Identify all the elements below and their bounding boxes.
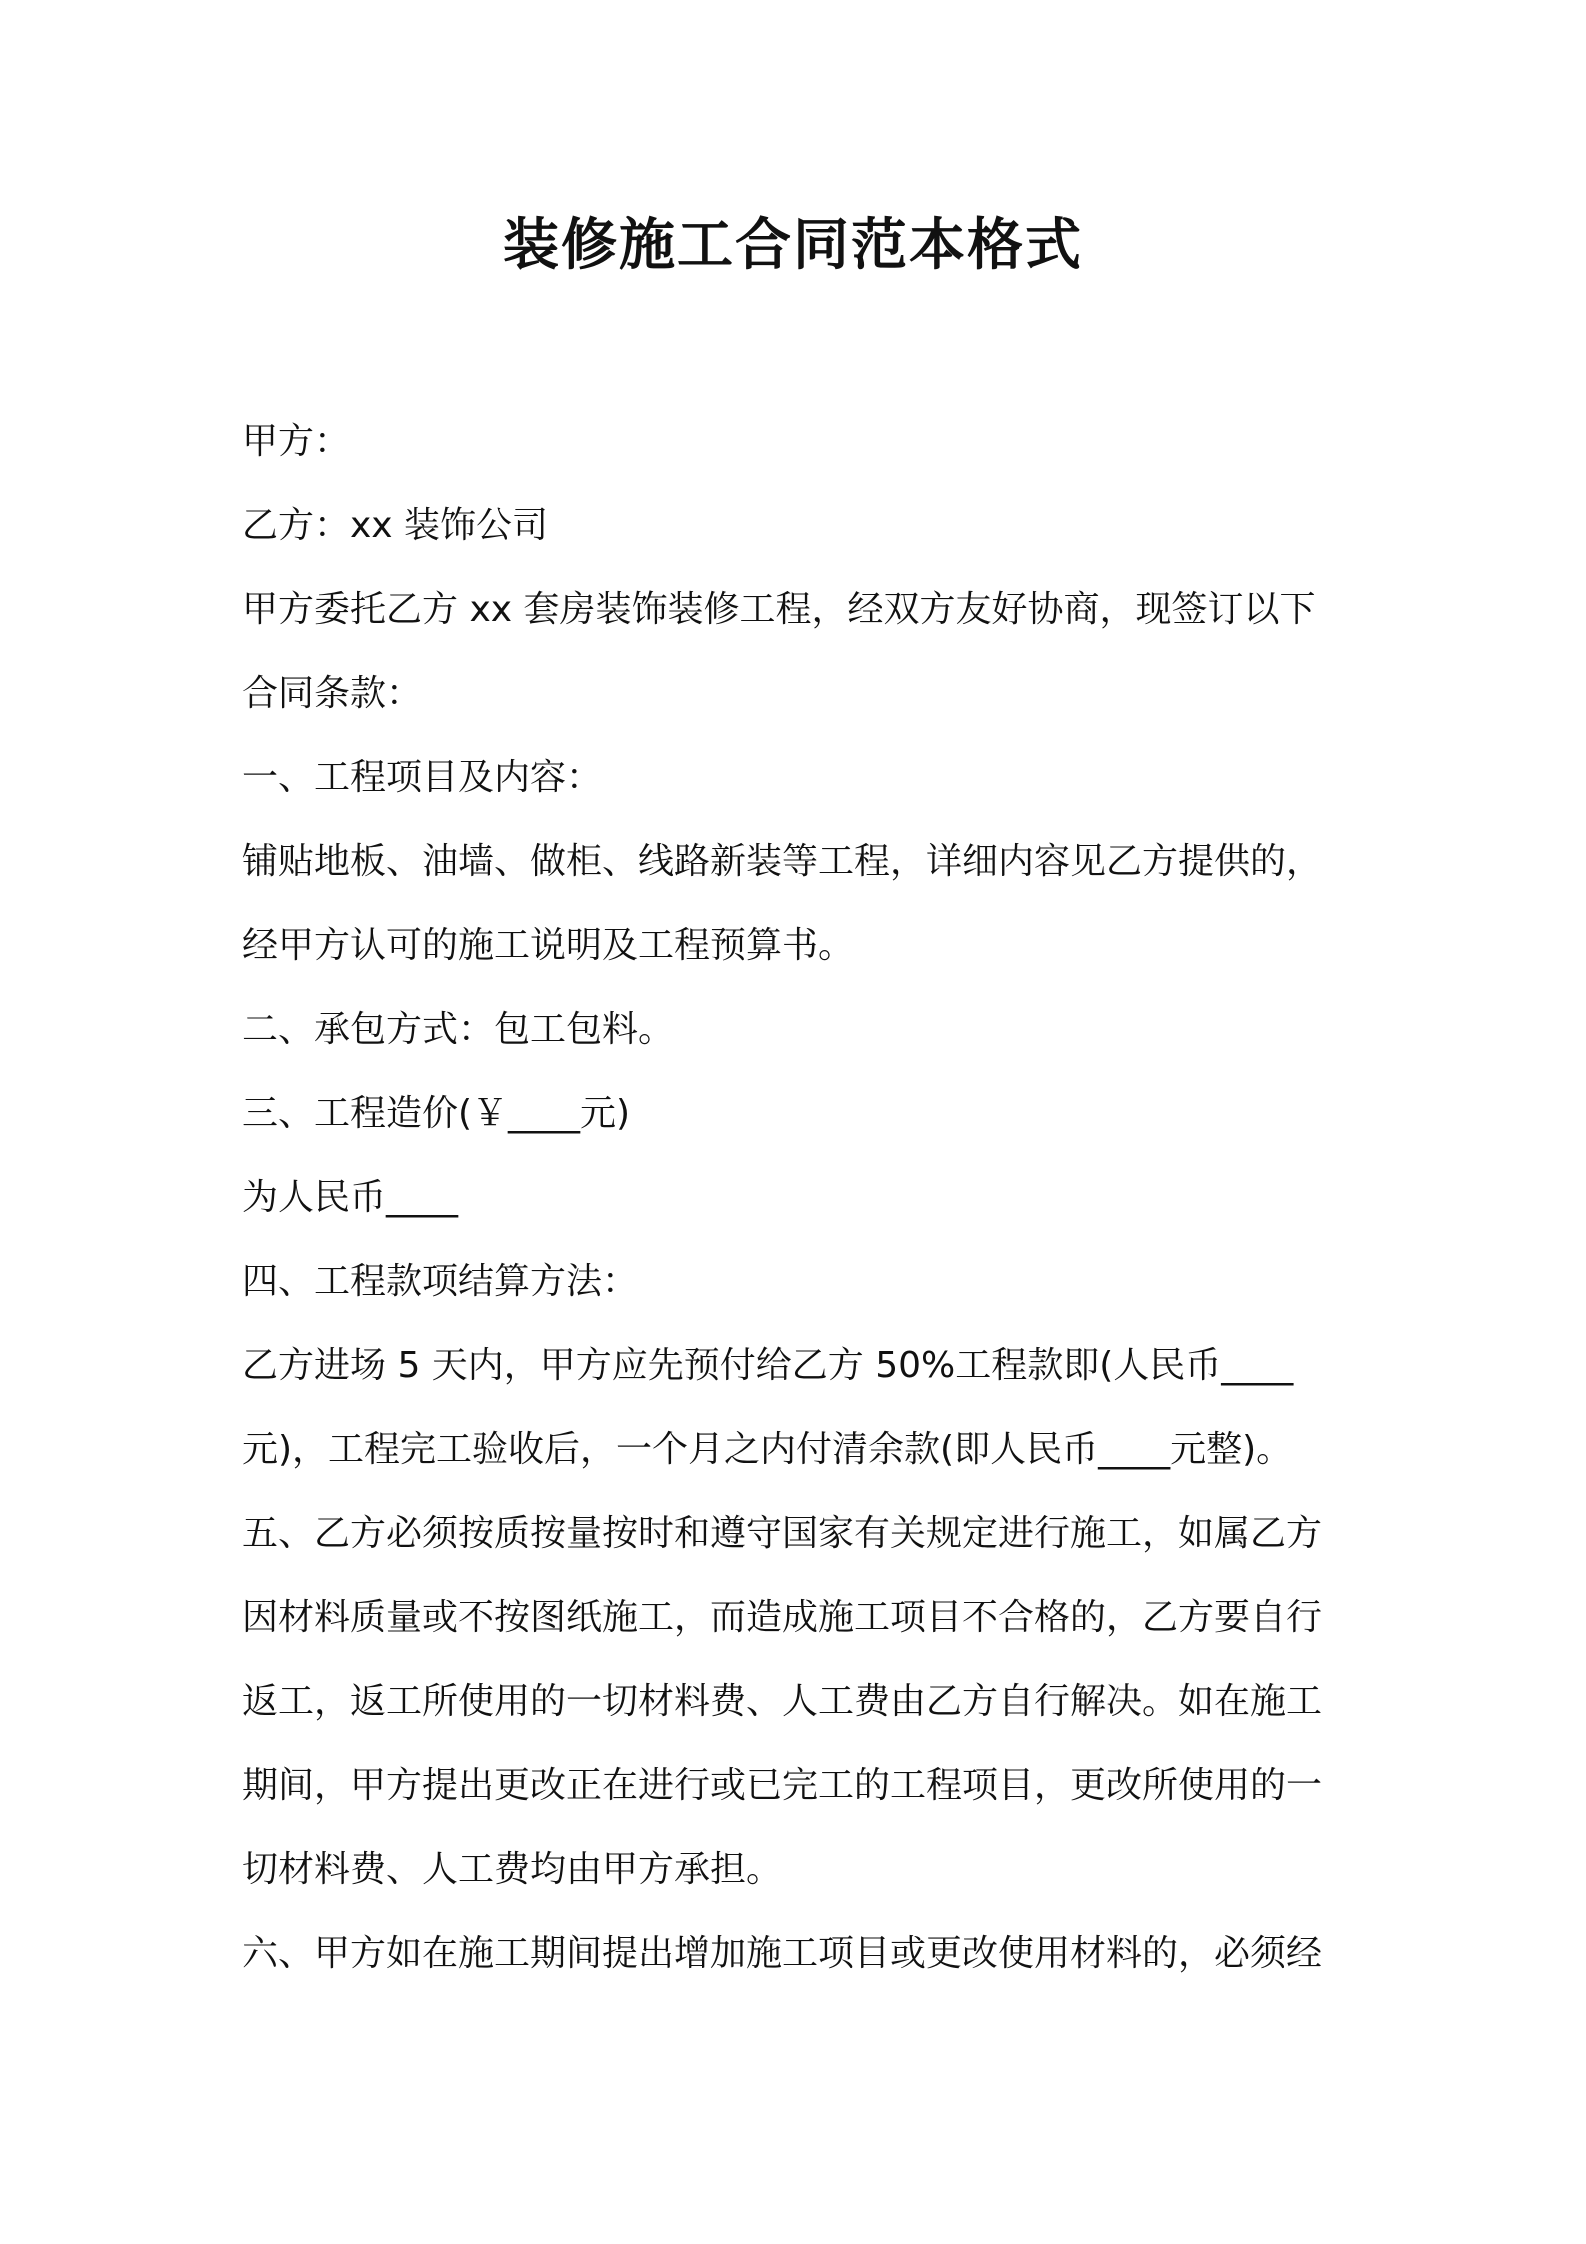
clause-5-text-2: 因材料质量或不按图纸施工，而造成施工项目不合格的，乙方要自行	[242, 1597, 1323, 1638]
clause-6-text-1: 六、甲方如在施工期间提出增加施工项目或更改使用材料的，必须经	[242, 1933, 1323, 1974]
clause-5-text-4: 期间，甲方提出更改正在进行或已完工的工程项目，更改所使用的一	[242, 1765, 1323, 1806]
clause-1-heading: 一、工程项目及内容：	[242, 757, 603, 798]
clause-5-text-5: 切材料费、人工费均由甲方承担。	[242, 1849, 783, 1890]
clause-4-text-2: 元)，工程完工验收后，一个月之内付清余款(即人民币____元整)。	[242, 1429, 1293, 1470]
clause-3-amount-line: 为人民币____	[242, 1177, 459, 1218]
clause-1-text-2: 经甲方认可的施工说明及工程预算书。	[242, 925, 855, 966]
clause-5-text-1: 五、乙方必须按质按量按时和遵守国家有关规定进行施工，如属乙方	[242, 1513, 1323, 1554]
clause-3-line: 三、工程造价(￥____元)	[242, 1093, 631, 1134]
clause-4-heading: 四、工程款项结算方法：	[242, 1261, 639, 1302]
clause-1-text-1: 铺贴地板、油墙、做柜、线路新装等工程，详细内容见乙方提供的，	[242, 841, 1323, 882]
clause-2-line: 二、承包方式：包工包料。	[242, 1009, 675, 1050]
party-b-line: 乙方：xx 装饰公司	[242, 505, 549, 546]
intro-line-1: 甲方委托乙方 xx 套房装饰装修工程，经双方友好协商，现签订以下	[242, 589, 1316, 630]
document-title: 装修施工合同范本格式	[503, 213, 1083, 278]
clause-5-text-3: 返工，返工所使用的一切材料费、人工费由乙方自行解决。如在施工	[242, 1681, 1323, 1722]
clause-4-text-1: 乙方进场 5 天内，甲方应先预付给乙方 50%工程款即(人民币____	[242, 1345, 1294, 1386]
document-body	[242, 400, 1352, 1996]
party-a-line: 甲方：	[242, 421, 351, 462]
intro-line-2: 合同条款：	[242, 673, 423, 714]
